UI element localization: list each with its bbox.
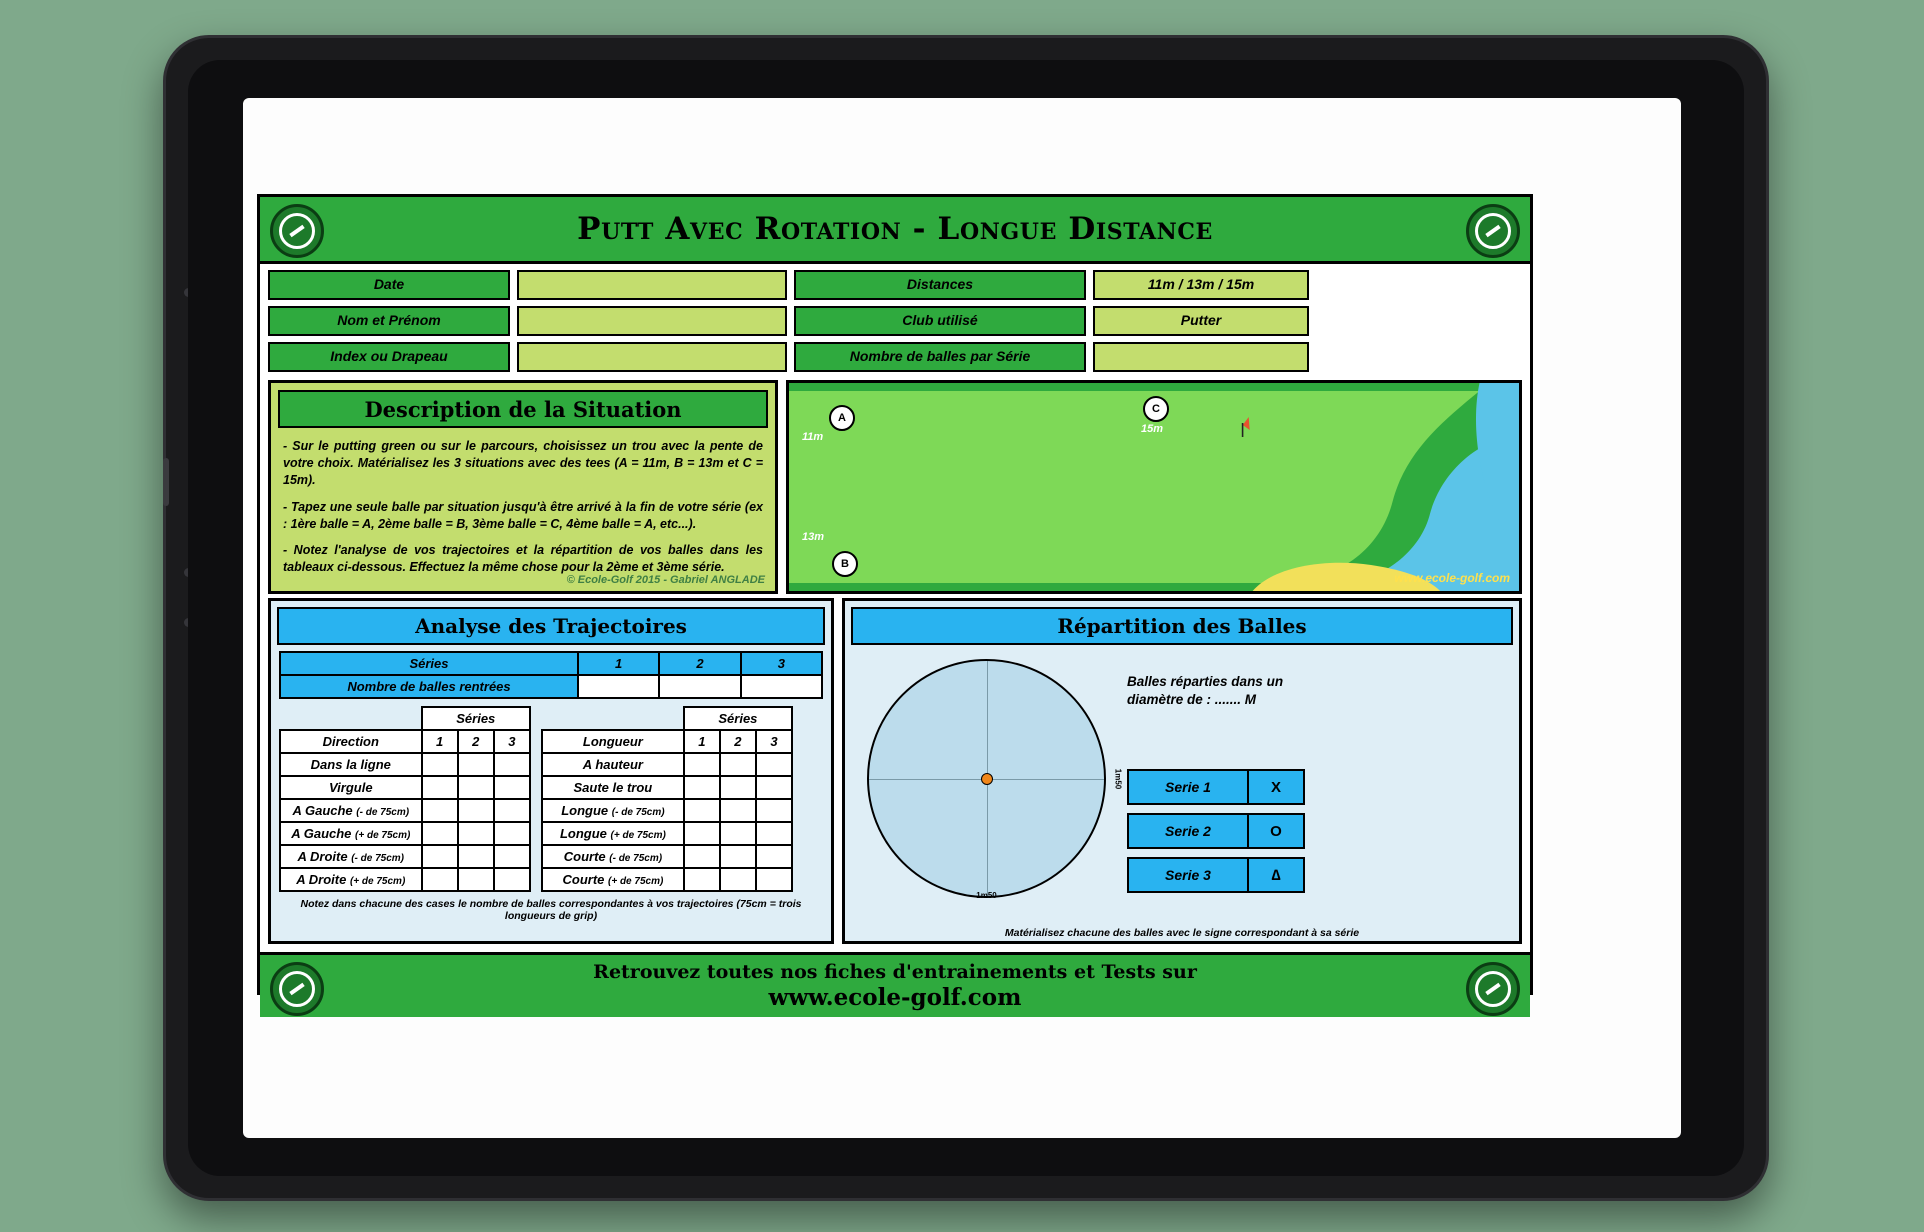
length-col-2: 2 [720,730,756,753]
table-row [280,652,822,675]
middle-section [260,378,1530,594]
direction-row-label: A Droite (- de 75cm) [280,845,422,868]
field-row [268,342,1522,372]
length-cell[interactable] [684,845,720,868]
repartition-title-bar [851,607,1513,645]
direction-cell[interactable] [458,822,494,845]
table-row [542,868,792,891]
field-row [268,270,1522,300]
table-row [280,675,822,698]
field-label-date: Date [268,270,510,300]
form-fields [260,264,1530,372]
direction-row-label: A Gauche (+ de 75cm) [280,822,422,845]
green-diagram [786,380,1522,594]
balls-in-value-2[interactable] [659,675,740,698]
watermark-text: www.ecole-golf.com [1394,571,1510,585]
length-cell[interactable] [684,799,720,822]
table-row [280,845,530,868]
trajectories-note: Notez dans chacune des cases le nombre de balles correspondantes à vos trajectoires (75cm = trois longueurs de grip) [300,898,802,922]
length-row-label: A hauteur [542,753,684,776]
circle-horizontal-dimension: 1m50 [976,891,997,900]
ecole-golf-logo-icon [270,204,324,258]
serie-1-symbol: X [1249,769,1305,805]
length-row-label: Longue (- de 75cm) [542,799,684,822]
direction-col-1: 1 [422,730,458,753]
series-summary-table-wrap [271,651,831,699]
length-row-label: Longue (+ de 75cm) [542,822,684,845]
length-cell[interactable] [720,845,756,868]
repartition-title: Répartition des Balles [1057,614,1307,638]
direction-cell[interactable] [422,868,458,891]
marker-c-distance: 15m [1141,423,1164,435]
field-value-club[interactable]: Putter [1093,306,1309,336]
marker-c: C [1143,396,1169,422]
series-col-1: 1 [578,652,659,675]
table-row [542,799,792,822]
direction-cell[interactable] [458,845,494,868]
length-cell[interactable] [756,868,792,891]
series-header: Séries [280,652,578,675]
page-title: Putt Avec Rotation - Longue Distance [577,211,1213,247]
repartition-body [845,651,1519,941]
field-value-date[interactable] [517,270,787,300]
tablet-device [163,35,1769,1201]
direction-row-label: Virgule [280,776,422,799]
repartition-panel [842,598,1522,944]
direction-col-3: 3 [494,730,530,753]
length-row-label: Saute le trou [542,776,684,799]
direction-cell[interactable] [422,776,458,799]
table-row [542,730,792,753]
table-row [280,822,530,845]
marker-a-distance: 11m [802,431,824,443]
length-col-1: 1 [684,730,720,753]
balls-in-label: Nombre de balles rentrées [280,675,578,698]
series-col-3: 3 [741,652,822,675]
field-label-distances: Distances [794,270,1086,300]
field-label-index: Index ou Drapeau [268,342,510,372]
table-row [280,730,530,753]
field-value-index[interactable] [517,342,787,372]
ecole-golf-logo-icon [270,962,324,1016]
serie-3-row[interactable] [1127,857,1305,893]
direction-header: Direction [280,730,422,753]
sheet-header [260,197,1530,264]
direction-cell[interactable] [458,799,494,822]
table-row [542,753,792,776]
series-summary-table [279,651,823,699]
balls-in-value-1[interactable] [578,675,659,698]
length-col-3: 3 [756,730,792,753]
length-row-label: Courte (+ de 75cm) [542,868,684,891]
direction-cell[interactable] [458,753,494,776]
direction-row-label: A Droite (+ de 75cm) [280,868,422,891]
direction-row-label: A Gauche (- de 75cm) [280,799,422,822]
balls-in-value-3[interactable] [741,675,822,698]
direction-cell[interactable] [422,822,458,845]
detail-tables [271,706,831,892]
tablet-bezel [188,60,1744,1176]
direction-cell[interactable] [494,753,530,776]
bottom-section [260,594,1530,952]
direction-cell[interactable] [422,753,458,776]
ecole-golf-logo-icon [1466,962,1520,1016]
table-row [542,845,792,868]
length-row-label: Courte (- de 75cm) [542,845,684,868]
field-label-balls-per-series: Nombre de balles par Série [794,342,1086,372]
circle-vertical-dimension: 1m50 [1113,768,1123,789]
marker-b: B [832,551,858,577]
field-label-name: Nom et Prénom [268,306,510,336]
direction-cell[interactable] [494,776,530,799]
footer-line-2[interactable]: www.ecole-golf.com [768,984,1022,1011]
serie-1-row[interactable] [1127,769,1305,805]
repartition-legend-text: Balles réparties dans un diamètre de : ....... M [1127,674,1284,708]
field-value-balls-per-series[interactable] [1093,342,1309,372]
direction-col-2: 2 [458,730,494,753]
field-value-distances[interactable]: 11m / 13m / 15m [1093,270,1309,300]
tablet-screen [243,98,1681,1138]
serie-3-label: Serie 3 [1127,857,1249,893]
repartition-note: Matérialisez chacune des balles avec le signe correspondant à sa série [1004,927,1360,939]
series-col-2: 2 [659,652,740,675]
description-paragraph-1: - Sur le putting green ou sur le parcours, choisissez un trou avec la pente de votre choix. Matérialisez les 3 situations avec des tees (A = 11m, B = 13m et C = 15m). [283,439,763,487]
direction-cell[interactable] [494,868,530,891]
trajectories-panel [268,598,834,944]
table-row [280,753,530,776]
trajectories-title: Analyse des Trajectoires [415,614,687,638]
length-cell[interactable] [720,822,756,845]
direction-series-label: Séries [422,707,530,730]
sheet-footer [260,952,1530,1017]
volume-up-button[interactable] [163,458,169,506]
description-title: Description de la Situation [364,396,682,422]
field-label-club: Club utilisé [794,306,1086,336]
ecole-golf-logo-icon [1466,204,1520,258]
direction-cell[interactable] [422,845,458,868]
marker-b-distance: 13m [802,531,825,543]
field-row [268,306,1522,336]
serie-3-symbol: ∆ [1249,857,1305,893]
description-title-bar [278,390,768,428]
length-cell[interactable] [720,868,756,891]
serie-1-label: Serie 1 [1127,769,1249,805]
length-cell[interactable] [756,753,792,776]
table-row [280,776,530,799]
description-paragraph-2: - Tapez une seule balle par situation jusqu'à être arrivé à la fin de votre série (ex : 1ère balle = A, 2ème balle = B, 3ème balle = C, 4ème balle = A, etc...). [283,499,763,531]
copyright-text: © Ecole-Golf 2015 - Gabriel ANGLADE [566,574,765,586]
length-cell[interactable] [720,753,756,776]
length-cell[interactable] [756,845,792,868]
direction-cell[interactable] [458,776,494,799]
table-row [280,799,530,822]
table-row [542,776,792,799]
table-row [280,707,530,730]
direction-cell[interactable] [494,822,530,845]
length-cell[interactable] [684,753,720,776]
direction-table [279,706,531,892]
description-panel [268,380,778,594]
length-cell[interactable] [756,799,792,822]
length-cell[interactable] [720,799,756,822]
serie-2-label: Serie 2 [1127,813,1249,849]
serie-2-symbol: O [1249,813,1305,849]
serie-2-row[interactable] [1127,813,1305,849]
description-paragraph-3: - Notez l'analyse de vos trajectoires et la répartition de vos balles dans les tableaux ci-dessous. Effectuez la même chose pour la 2ème et 3ème série. [283,543,763,575]
table-row [280,868,530,891]
trajectories-title-bar [277,607,825,645]
dispersion-circle[interactable] [867,659,1123,900]
length-header: Longueur [542,730,684,753]
marker-a: A [829,405,855,431]
footer-line-1: Retrouvez toutes nos fiches d'entrainements et Tests sur [593,961,1197,983]
length-cell[interactable] [756,822,792,845]
length-cell[interactable] [684,822,720,845]
direction-cell[interactable] [458,868,494,891]
length-cell[interactable] [756,776,792,799]
length-series-label: Séries [684,707,792,730]
direction-cell[interactable] [494,799,530,822]
direction-row-label: Dans la ligne [280,753,422,776]
length-cell[interactable] [684,868,720,891]
direction-cell[interactable] [494,845,530,868]
table-row [542,707,792,730]
worksheet [257,194,1533,1011]
hole-marker [981,773,993,785]
length-cell[interactable] [684,776,720,799]
field-value-name[interactable] [517,306,787,336]
length-table [541,706,793,892]
table-row [542,822,792,845]
direction-cell[interactable] [422,799,458,822]
length-cell[interactable] [720,776,756,799]
